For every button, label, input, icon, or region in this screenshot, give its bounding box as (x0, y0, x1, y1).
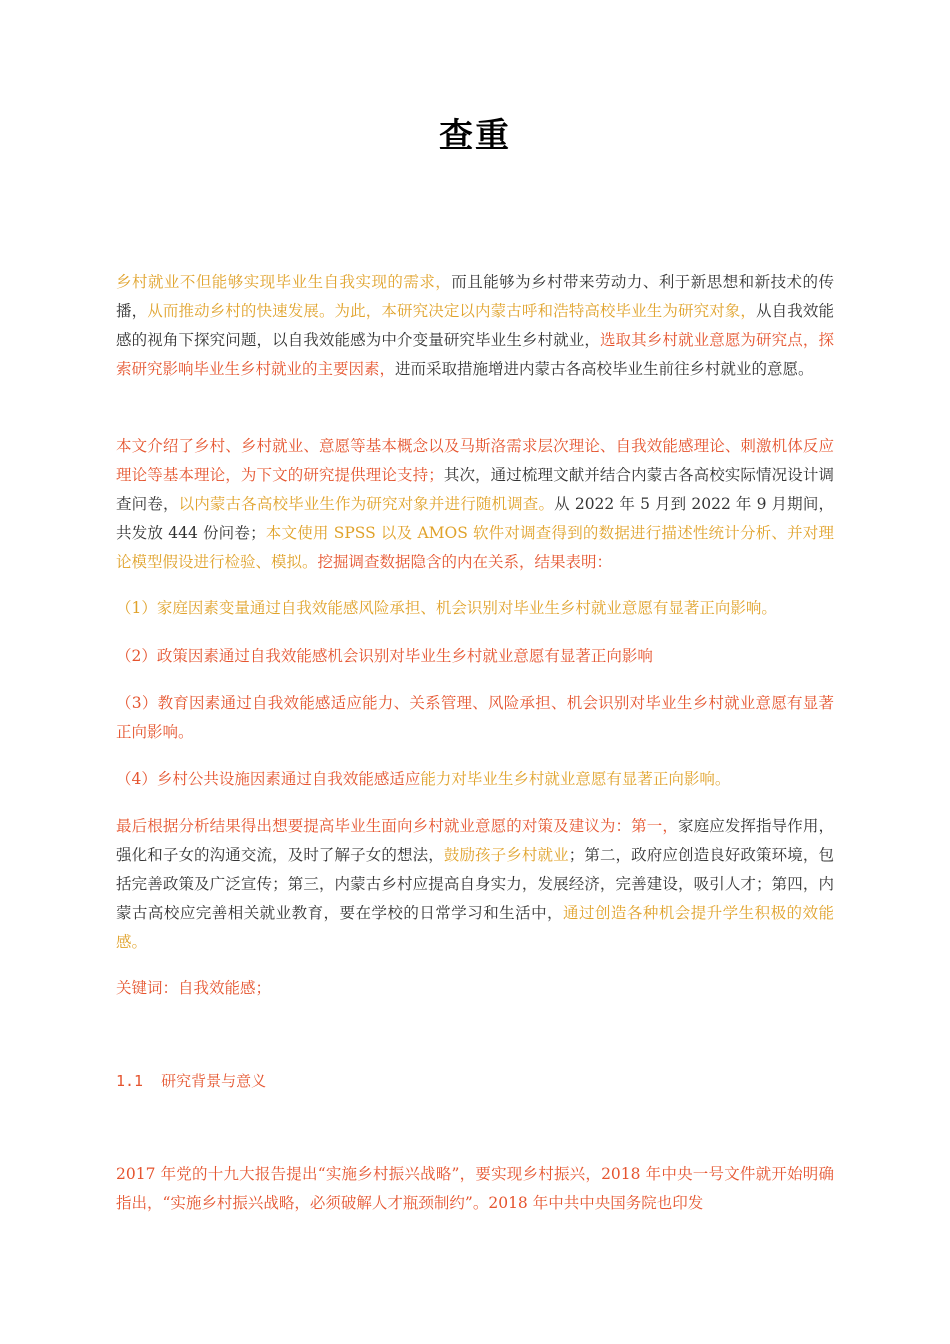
text-span: 本文介绍了乡村、乡村就业、意愿等基本概念以及马斯洛需求层次理论、自我效能感理论、刺激机体反应理论等基本理论，为下文的研究提供理论支持； (116, 437, 834, 484)
text-span: 家庭应发挥指导作用，强化和子女的沟通交流，及时了解子女的想法， (116, 817, 834, 864)
text-span: 其次，通过梳理文献并结合内蒙古各高校实际情况设计调查问卷， (116, 466, 834, 513)
text-span: 挖掘调查数据隐含的内在关系，结果表明： (317, 553, 613, 571)
text-span: 乡村就业不但能够实现毕业生自我实现的需求， (116, 273, 452, 291)
result-item-2: （2）政策因素通过自我效能感机会识别对毕业生乡村就业意愿有显著正向影响 (116, 647, 653, 665)
text-span: 以内蒙古各高校毕业生作为研究对象并进行随机调查。 (178, 495, 555, 513)
result-item-3: （3）教育因素通过自我效能感适应能力、关系管理、风险承担、机会识别对毕业生乡村就业意愿有显著正向影响。 (116, 694, 834, 741)
body-paragraph: 2017 年党的十九大报告提出“实施乡村振兴战略”，要实现乡村振兴，2018 年中央一号文件就开始明确指出，“实施乡村振兴战略，必须破解人才瓶颈制约”。2018 年中共中央国务院也印发 (116, 1165, 834, 1212)
result-item-4 (116, 765, 834, 794)
result-item-1: （1）家庭因素变量通过自我效能感风险承担、机会识别对毕业生乡村就业意愿有显著正向影响。 (116, 599, 777, 617)
text-span: ；第二，政府应创造良好政策环境，包括完善政策及广泛宣传；第三，内蒙古乡村应提高自身实力，发展经济，完善建设，吸引人才；第四，内蒙古高校应完善相关就业教育，要在学校的日常学习和生活中， (116, 846, 834, 922)
text-span: 而且能够为乡村带来劳动力、利于新思想和新技术的传播， (116, 273, 834, 320)
section-heading (116, 1070, 266, 1091)
text-span: 本文使用 SPSS 以及 AMOS 软件对调查得到的数据进行描述性统计分析、并对理论模型假设进行检验、模拟。 (116, 524, 834, 571)
abstract-paragraph-1 (116, 268, 834, 384)
page-title: 查重 (439, 116, 511, 156)
text-span: 从而推动乡村的快速发展。为此，本研究决定以内蒙古呼和浩特高校毕业生为研究对象， (147, 302, 757, 320)
keywords: 关键词：自我效能感； (116, 979, 272, 997)
text-span: 从自我效能感的视角下探究问题，以自我效能感为中介变量研究毕业生乡村就业， (116, 302, 834, 349)
text-span: 进而采取措施增进内蒙古各高校毕业生前往乡村就业的意愿。 (395, 360, 814, 378)
section-number: 1.1 (116, 1072, 144, 1090)
text-span: 能力对毕业生乡村就业意愿有显著正向影响。 (420, 770, 731, 788)
section-title: 研究背景与意义 (161, 1072, 267, 1090)
text-span: 最后根据分析结果得出想要提高毕业生面向乡村就业意愿的对策及建议为：第一， (116, 817, 678, 835)
conclusion-paragraph (116, 812, 834, 957)
text-span: 从 2022 年 5 月到 2022 年 9 月期间，共发放 444 份问卷； (116, 495, 834, 542)
text-span: 选取其乡村就业意愿为研究点，探索研究影响毕业生乡村就业的主要因素， (116, 331, 834, 378)
text-span: （4）乡村公共设施因素通过自我效能感适应 (116, 770, 421, 788)
text-span: 鼓励孩子乡村就业 (443, 846, 569, 864)
abstract-paragraph-2 (116, 432, 834, 577)
text-span: 通过创造各种机会提升学生积极的效能感。 (116, 904, 834, 951)
